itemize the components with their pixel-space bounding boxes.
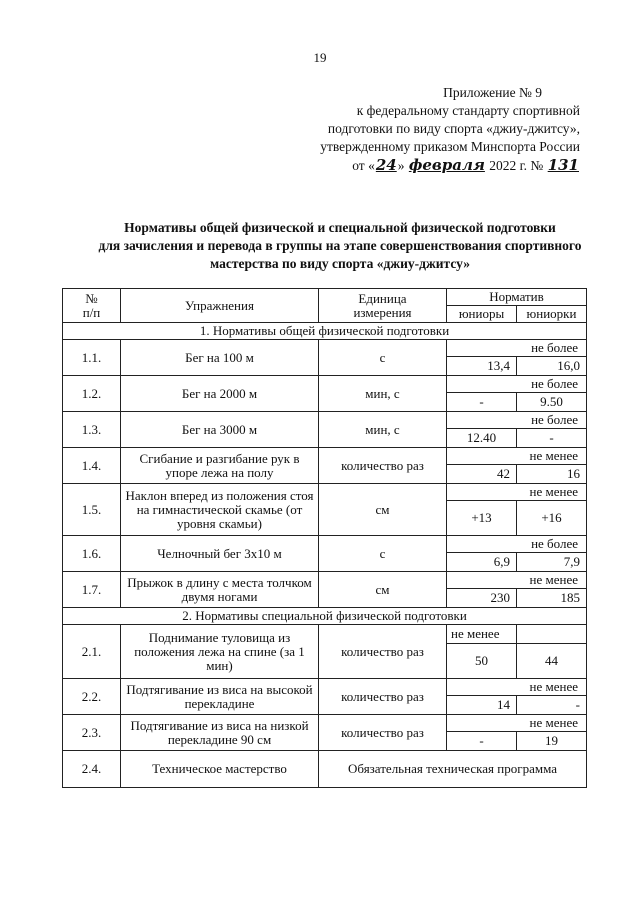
- row-exercise: Бег на 100 м: [121, 340, 319, 376]
- row-value-juniors-f: 16: [517, 465, 587, 484]
- date-prefix: от «: [352, 158, 375, 173]
- row-value-juniors-m: 50: [447, 644, 517, 679]
- table-row: [63, 536, 587, 553]
- appendix-title: Приложение № 9: [443, 85, 542, 100]
- row-condition-empty: [517, 625, 587, 644]
- appendix-line-3: подготовки по виду спорта «джиу-джитсу»,: [327, 121, 580, 136]
- row-value-juniors-f: 185: [517, 589, 587, 608]
- row-exercise: Подтягивание из виса на высокой перекладине: [121, 679, 319, 715]
- row-value-juniors-f: +16: [517, 501, 587, 536]
- row-exercise: Техническое мастерство: [121, 751, 319, 788]
- row-unit: см: [319, 484, 447, 536]
- row-num: 2.3.: [63, 715, 121, 751]
- section-2-header: [63, 608, 587, 625]
- row-value-juniors-m: -: [447, 393, 517, 412]
- row-unit: мин, с: [319, 376, 447, 412]
- section-1-header-label: 1. Нормативы общей физической подготовки: [63, 323, 587, 340]
- table-row: [63, 412, 587, 429]
- row-condition: не более: [447, 376, 587, 393]
- row-exercise: Сгибание и разгибание рук в упоре лежа на полу: [121, 448, 319, 484]
- row-value-juniors-m: 14: [447, 696, 517, 715]
- title-line-3: мастерства по виду спорта «джиу-джитсу»: [210, 256, 470, 271]
- date-month: февраля: [408, 156, 485, 174]
- header-unit: Единица измерения: [319, 289, 447, 323]
- row-num: 2.1.: [63, 625, 121, 679]
- row-num: 1.6.: [63, 536, 121, 572]
- row-num: 1.5.: [63, 484, 121, 536]
- row-value-juniors-m: 13,4: [447, 357, 517, 376]
- row-value-juniors-f: -: [517, 696, 587, 715]
- row-exercise: Бег на 3000 м: [121, 412, 319, 448]
- row-value-juniors-f: 44: [517, 644, 587, 679]
- document-title: [60, 219, 620, 273]
- row-exercise: Поднимание туловища из положения лежа на спине (за 1 мин): [121, 625, 319, 679]
- row-unit: количество раз: [319, 679, 447, 715]
- order-number: 131: [547, 156, 579, 174]
- date-mid: »: [397, 158, 405, 173]
- title-line-1: Нормативы общей физической и специальной физической подготовки: [124, 220, 556, 235]
- table-row: [63, 376, 587, 393]
- row-unit: с: [319, 536, 447, 572]
- row-value-juniors-m: -: [447, 732, 517, 751]
- date-day: 24: [375, 156, 397, 174]
- row-condition: не более: [447, 536, 587, 553]
- table-row: [63, 625, 587, 644]
- row-value-juniors-f: 16,0: [517, 357, 587, 376]
- row-unit: количество раз: [319, 448, 447, 484]
- row-value-juniors-f: 19: [517, 732, 587, 751]
- row-value-juniors-m: 6,9: [447, 553, 517, 572]
- row-condition: не менее: [447, 484, 587, 501]
- row-unit: см: [319, 572, 447, 608]
- row-num: 1.2.: [63, 376, 121, 412]
- row-value-juniors-f: 9.50: [517, 393, 587, 412]
- row-value-juniors-f: 7,9: [517, 553, 587, 572]
- row-exercise: Подтягивание из виса на низкой перекладине 90 см: [121, 715, 319, 751]
- row-condition: не менее: [447, 679, 587, 696]
- date-year: 2022 г. №: [489, 158, 544, 173]
- row-num: 1.4.: [63, 448, 121, 484]
- header-juniors-f: юниорки: [517, 306, 587, 323]
- row-num: 1.1.: [63, 340, 121, 376]
- norms-table-body: [63, 289, 587, 788]
- row-num: 1.3.: [63, 412, 121, 448]
- row-unit: с: [319, 340, 447, 376]
- header-row: [63, 289, 587, 306]
- page-number: 19: [313, 50, 327, 65]
- appendix-line-4: утвержденному приказом Минспорта России: [320, 139, 580, 154]
- row-num: 2.2.: [63, 679, 121, 715]
- row-value-juniors-m: 42: [447, 465, 517, 484]
- row-merged-norm: Обязательная техническая программа: [319, 751, 587, 788]
- row-exercise: Прыжок в длину с места толчком двумя ногами: [121, 572, 319, 608]
- table-row: [63, 751, 587, 788]
- row-num: 2.4.: [63, 751, 121, 788]
- row-exercise: Челночный бег 3х10 м: [121, 536, 319, 572]
- row-value-juniors-m: 230: [447, 589, 517, 608]
- section-1-header: [63, 323, 587, 340]
- row-value-juniors-m: +13: [447, 501, 517, 536]
- table-row: [63, 715, 587, 732]
- table-row: [63, 448, 587, 465]
- appendix-line-2: к федеральному стандарту спортивной: [356, 103, 580, 118]
- table-row: [63, 340, 587, 357]
- header-exercise: Упражнения: [121, 289, 319, 323]
- row-condition: не менее: [447, 715, 587, 732]
- row-exercise: Бег на 2000 м: [121, 376, 319, 412]
- norms-table: [62, 288, 587, 788]
- row-value-juniors-m: 12.40: [447, 429, 517, 448]
- table-row: [63, 679, 587, 696]
- header-juniors-m: юниоры: [447, 306, 517, 323]
- row-condition: не менее: [447, 572, 587, 589]
- row-condition: не более: [447, 340, 587, 357]
- row-unit: количество раз: [319, 715, 447, 751]
- row-exercise: Наклон вперед из положения стоя на гимнастической скамье (от уровня скамьи): [121, 484, 319, 536]
- section-2-header-label: 2. Нормативы специальной физической подготовки: [63, 608, 587, 625]
- table-row: [63, 484, 587, 501]
- row-value-juniors-f: -: [517, 429, 587, 448]
- header-num: № п/п: [63, 289, 121, 323]
- row-unit: мин, с: [319, 412, 447, 448]
- title-line-2: для зачисления и перевода в группы на этапе совершенствования спортивного: [98, 238, 582, 253]
- row-unit: количество раз: [319, 625, 447, 679]
- header-norm: Норматив: [447, 289, 587, 306]
- appendix-block: [260, 84, 580, 175]
- row-condition: не менее: [447, 625, 517, 644]
- row-condition: не менее: [447, 448, 587, 465]
- row-num: 1.7.: [63, 572, 121, 608]
- table-row: [63, 572, 587, 589]
- row-condition: не более: [447, 412, 587, 429]
- appendix-date-line: [260, 156, 580, 175]
